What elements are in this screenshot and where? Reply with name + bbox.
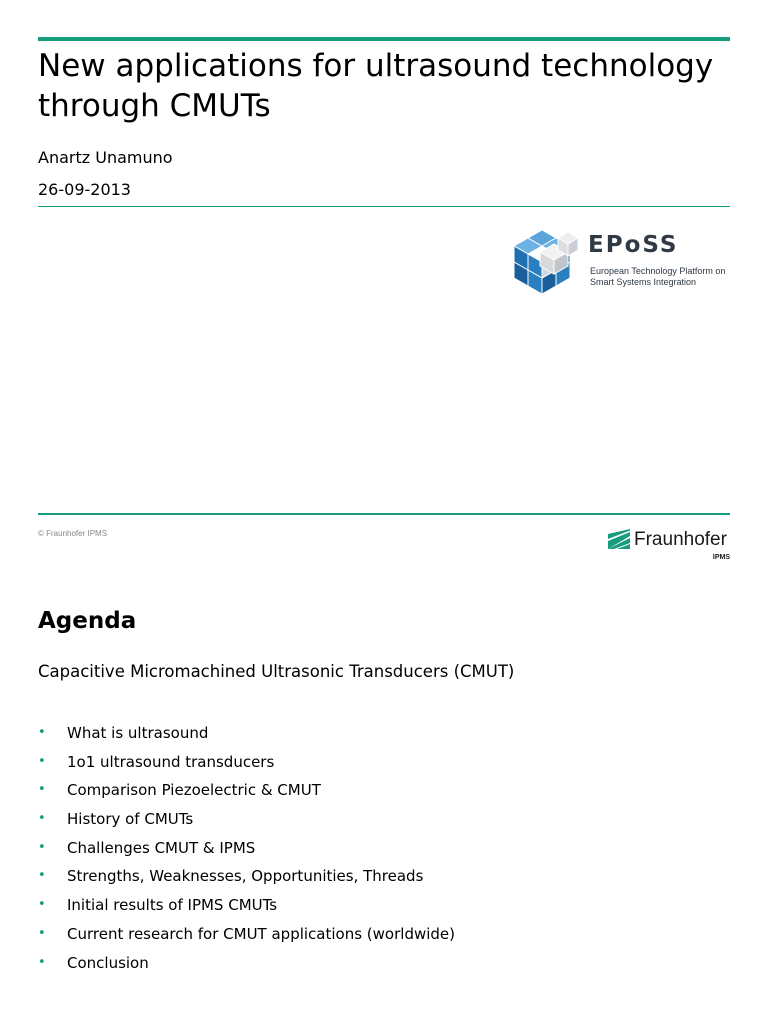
footer-divider-line: [38, 513, 730, 515]
bullet-icon: •: [38, 839, 46, 855]
fraunhofer-logo-institute: IPMS: [712, 554, 730, 561]
agenda-item-text: Strengths, Weaknesses, Opportunities, Threads: [67, 867, 424, 886]
bullet-icon: •: [38, 782, 46, 798]
fraunhofer-mark-icon: [608, 529, 630, 549]
slide-title: New applications for ultrasound technology through CMUTs: [38, 48, 714, 124]
agenda-slide: [0, 580, 768, 1024]
bullet-icon: •: [38, 868, 46, 884]
bullet-icon: •: [38, 925, 46, 941]
eposs-logo-name: EPoSS: [588, 232, 679, 258]
bullet-icon: •: [38, 954, 46, 970]
agenda-item-text: Comparison Piezoelectric & CMUT: [67, 781, 321, 800]
eposs-logo-tagline: European Technology Platform on Smart Systems Integration: [590, 266, 726, 287]
bullet-icon: •: [38, 811, 46, 827]
agenda-item-text: 1o1 ultrasound transducers: [67, 752, 275, 771]
presentation-date: 26-09-2013: [38, 180, 131, 199]
agenda-subheading: Capacitive Micromachined Ultrasonic Transducers (CMUT): [38, 662, 515, 681]
agenda-item-text: Initial results of IPMS CMUTs: [67, 896, 278, 915]
agenda-heading: Agenda: [38, 608, 137, 634]
author-name: Anartz Unamuno: [38, 148, 173, 167]
agenda-item-text: What is ultrasound: [67, 724, 209, 742]
bullet-icon: •: [38, 897, 46, 913]
fraunhofer-logo-name: Fraunhofer: [634, 529, 727, 550]
agenda-item-text: Conclusion: [67, 953, 149, 972]
accent-top-bar: [38, 37, 730, 41]
eposs-logo: [508, 224, 738, 308]
fraunhofer-logo: [608, 527, 732, 567]
cube-icon: [508, 224, 584, 304]
copyright-notice: © Fraunhofer IPMS: [38, 529, 108, 538]
agenda-item-text: Challenges CMUT & IPMS: [67, 838, 256, 857]
agenda-item-text: History of CMUTs: [67, 810, 194, 829]
agenda-item-text: Current research for CMUT applications (worldwide): [67, 924, 456, 943]
bullet-icon: •: [38, 753, 46, 769]
divider-line: [38, 206, 730, 207]
bullet-icon: •: [38, 725, 46, 740]
